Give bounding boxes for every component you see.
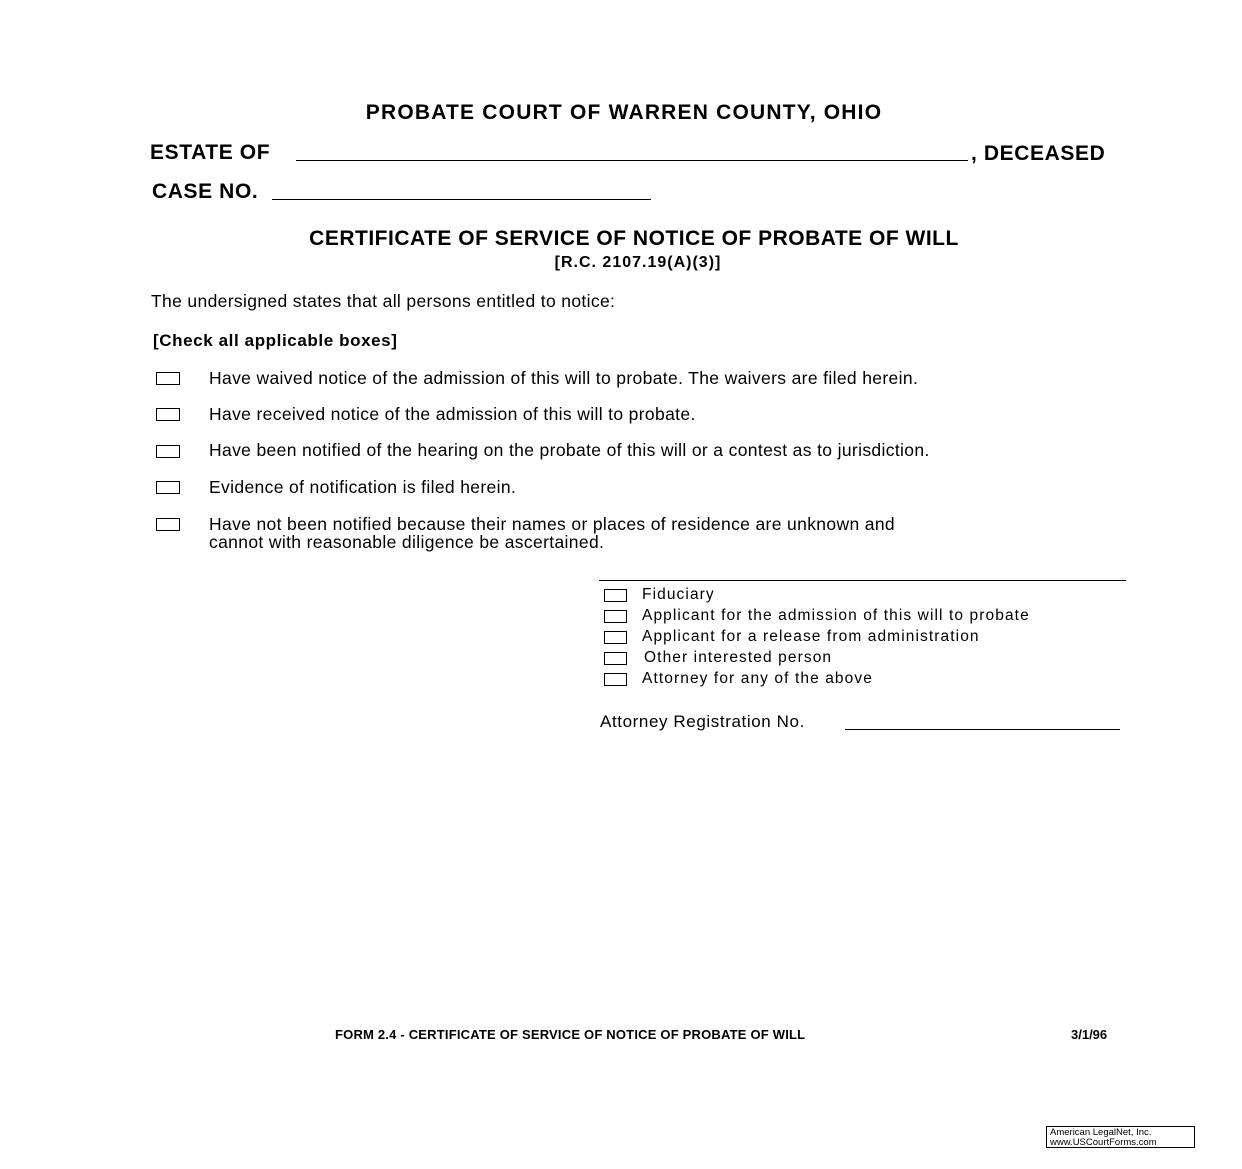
option-evidence-checkbox[interactable] <box>156 481 180 494</box>
role-applicant-release-label: Applicant for a release from administration <box>642 628 980 645</box>
form-footer-date: 3/1/96 <box>1071 1027 1108 1042</box>
option-not-notified-label-line2: cannot with reasonable diligence be ascertained. <box>209 532 605 552</box>
attorney-registration-field[interactable] <box>845 729 1120 730</box>
publisher-stamp-line2: www.USCourtForms.com <box>1050 1137 1157 1148</box>
role-attorney-label: Attorney for any of the above <box>642 670 873 687</box>
form-footer-title: FORM 2.4 - CERTIFICATE OF SERVICE OF NOTICE OF PROBATE OF WILL <box>335 1027 806 1042</box>
estate-name-field[interactable] <box>296 160 968 161</box>
option-received-checkbox[interactable] <box>156 408 180 421</box>
option-waived-label: Have waived notice of the admission of this will to probate. The waivers are filed herein. <box>209 368 919 388</box>
certificate-title: CERTIFICATE OF SERVICE OF NOTICE OF PROBATE OF WILL <box>309 227 959 250</box>
case-no-field[interactable] <box>272 199 651 200</box>
estate-of-label: ESTATE OF <box>150 141 271 164</box>
statute-reference: [R.C. 2107.19(A)(3)] <box>554 254 722 271</box>
role-applicant-probate-checkbox[interactable] <box>604 610 627 623</box>
role-applicant-release-checkbox[interactable] <box>604 631 627 644</box>
court-title: PROBATE COURT OF WARREN COUNTY, OHIO <box>365 101 883 124</box>
publisher-stamp-line1: American LegalNet, Inc. <box>1050 1127 1152 1138</box>
publisher-stamp <box>1046 1126 1195 1148</box>
option-hearing-checkbox[interactable] <box>156 445 180 458</box>
option-evidence-label: Evidence of notification is filed herein. <box>209 477 517 497</box>
case-no-label: CASE NO. <box>152 180 259 203</box>
role-fiduciary-checkbox[interactable] <box>604 589 627 602</box>
role-attorney-checkbox[interactable] <box>604 673 627 686</box>
role-fiduciary-label: Fiduciary <box>642 586 715 603</box>
option-not-notified-label-line1: Have not been notified because their names or places of residence are unknown and <box>209 514 895 534</box>
role-other-interested-checkbox[interactable] <box>604 652 627 665</box>
option-not-notified-checkbox[interactable] <box>156 518 180 531</box>
attorney-registration-label: Attorney Registration No. <box>600 712 805 731</box>
intro-text: The undersigned states that all persons entitled to notice: <box>151 291 616 311</box>
role-other-interested-label: Other interested person <box>644 649 833 666</box>
option-received-label: Have received notice of the admission of this will to probate. <box>209 404 696 424</box>
option-hearing-label: Have been notified of the hearing on the probate of this will or a contest as to jurisdiction. <box>209 440 930 460</box>
check-instruction: [Check all applicable boxes] <box>153 331 398 350</box>
option-waived-checkbox[interactable] <box>156 372 180 385</box>
role-applicant-probate-label: Applicant for the admission of this will to probate <box>642 607 1030 624</box>
deceased-label: , DECEASED <box>971 142 1106 165</box>
signature-line[interactable] <box>599 580 1126 581</box>
